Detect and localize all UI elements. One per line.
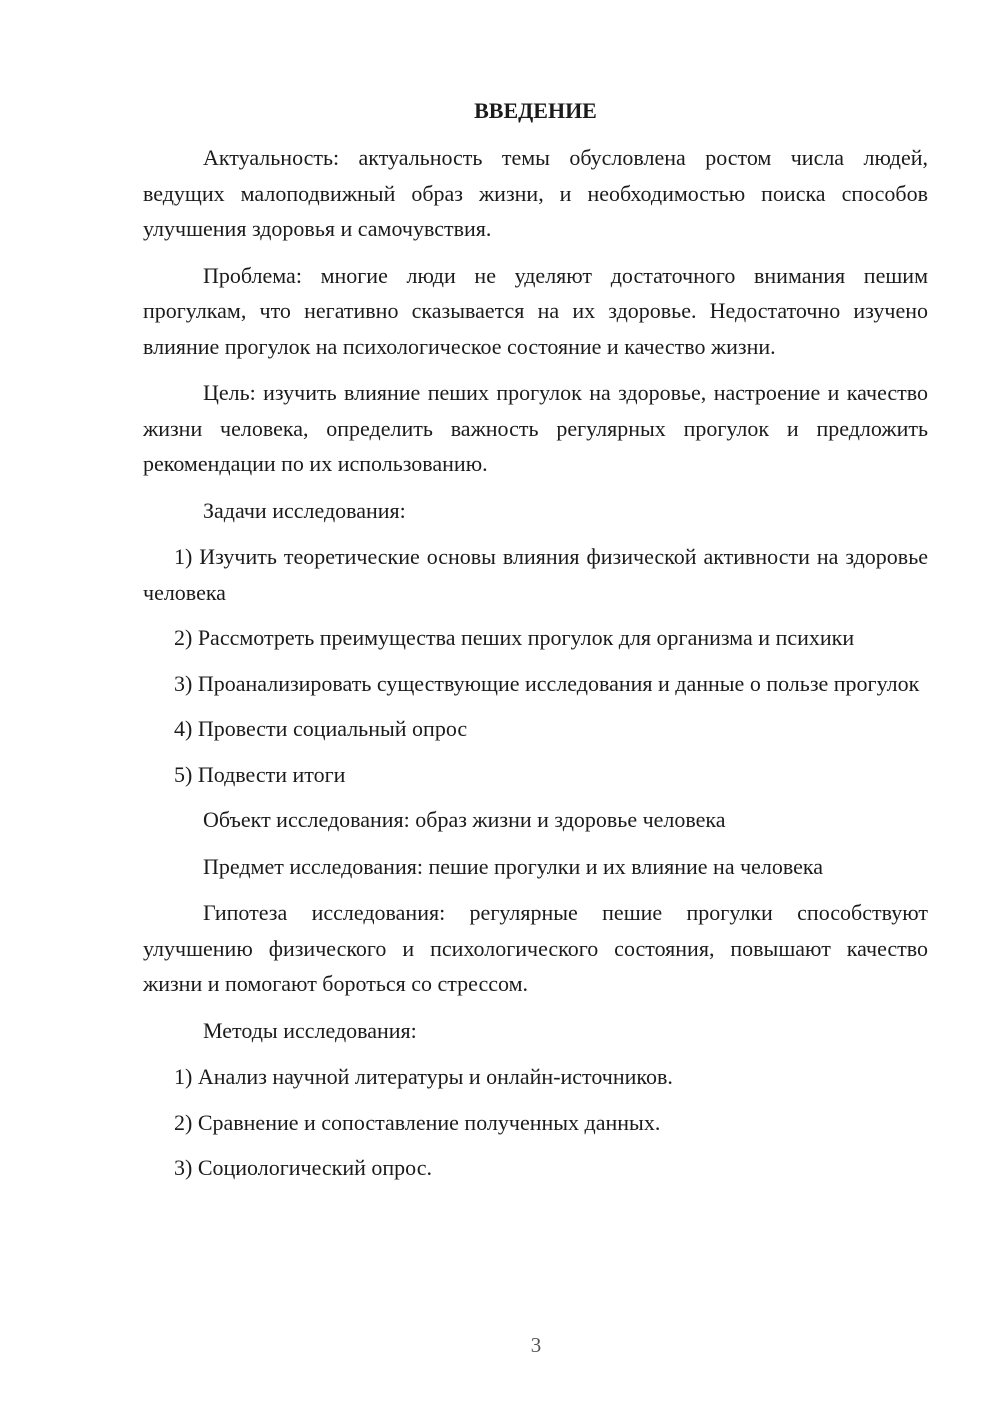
task-item-2: 2) Рассмотреть преимущества пеших прогулок для организма и психики bbox=[174, 625, 855, 650]
method-item-2: 2) Сравнение и сопоставление полученных данных. bbox=[174, 1109, 661, 1135]
subject-paragraph: Предмет исследования: пешие прогулки и их влияние на человека bbox=[203, 853, 824, 879]
method-item-1: 1) Анализ научной литературы и онлайн-источников. bbox=[174, 1064, 673, 1089]
hypothesis-paragraph: Гипотеза исследования: регулярные пешие прогулки способствуют улучшению физического и психологического состояния, повышают качество жизни и помогают бороться со стрессом. bbox=[143, 900, 928, 996]
relevance-paragraph: Актуальность: актуальность темы обусловлена ростом числа людей, ведущих малоподвижный образ жизни, и необходимостью поиска способов улучшения здоровья и самочувствия. bbox=[143, 145, 928, 241]
task-item-5: 5) Подвести итоги bbox=[174, 761, 346, 787]
method-item-3: 3) Социологический опрос. bbox=[174, 1155, 432, 1180]
methods-heading: Методы исследования: bbox=[203, 1017, 417, 1043]
problem-paragraph: Проблема: многие люди не уделяют достаточного внимания пешим прогулкам, что негативно сказывается на их здоровье. Недостаточно изучено влияние прогулок на психологическое состояние и качество жизни. bbox=[143, 262, 928, 359]
task-item-1: 1) Изучить теоретические основы влияния физической активности на здоровье человека bbox=[143, 544, 928, 605]
task-item-4: 4) Провести социальный опрос bbox=[174, 716, 468, 741]
section-title: ВВЕДЕНИЕ bbox=[474, 98, 597, 123]
task-item-3: 3) Проанализировать существующие исследования и данные о пользе прогулок bbox=[174, 670, 920, 696]
object-paragraph: Объект исследования: образ жизни и здоровье человека bbox=[203, 807, 726, 832]
page-number: 3 bbox=[530, 1333, 542, 1357]
tasks-heading: Задачи исследования: bbox=[203, 497, 406, 523]
document-body bbox=[143, 96, 928, 1196]
goal-paragraph: Цель: изучить влияние пеших прогулок на здоровье, настроение и качество жизни человека, определить важность регулярных прогулок и предложить рекомендации по их использованию. bbox=[143, 380, 928, 476]
